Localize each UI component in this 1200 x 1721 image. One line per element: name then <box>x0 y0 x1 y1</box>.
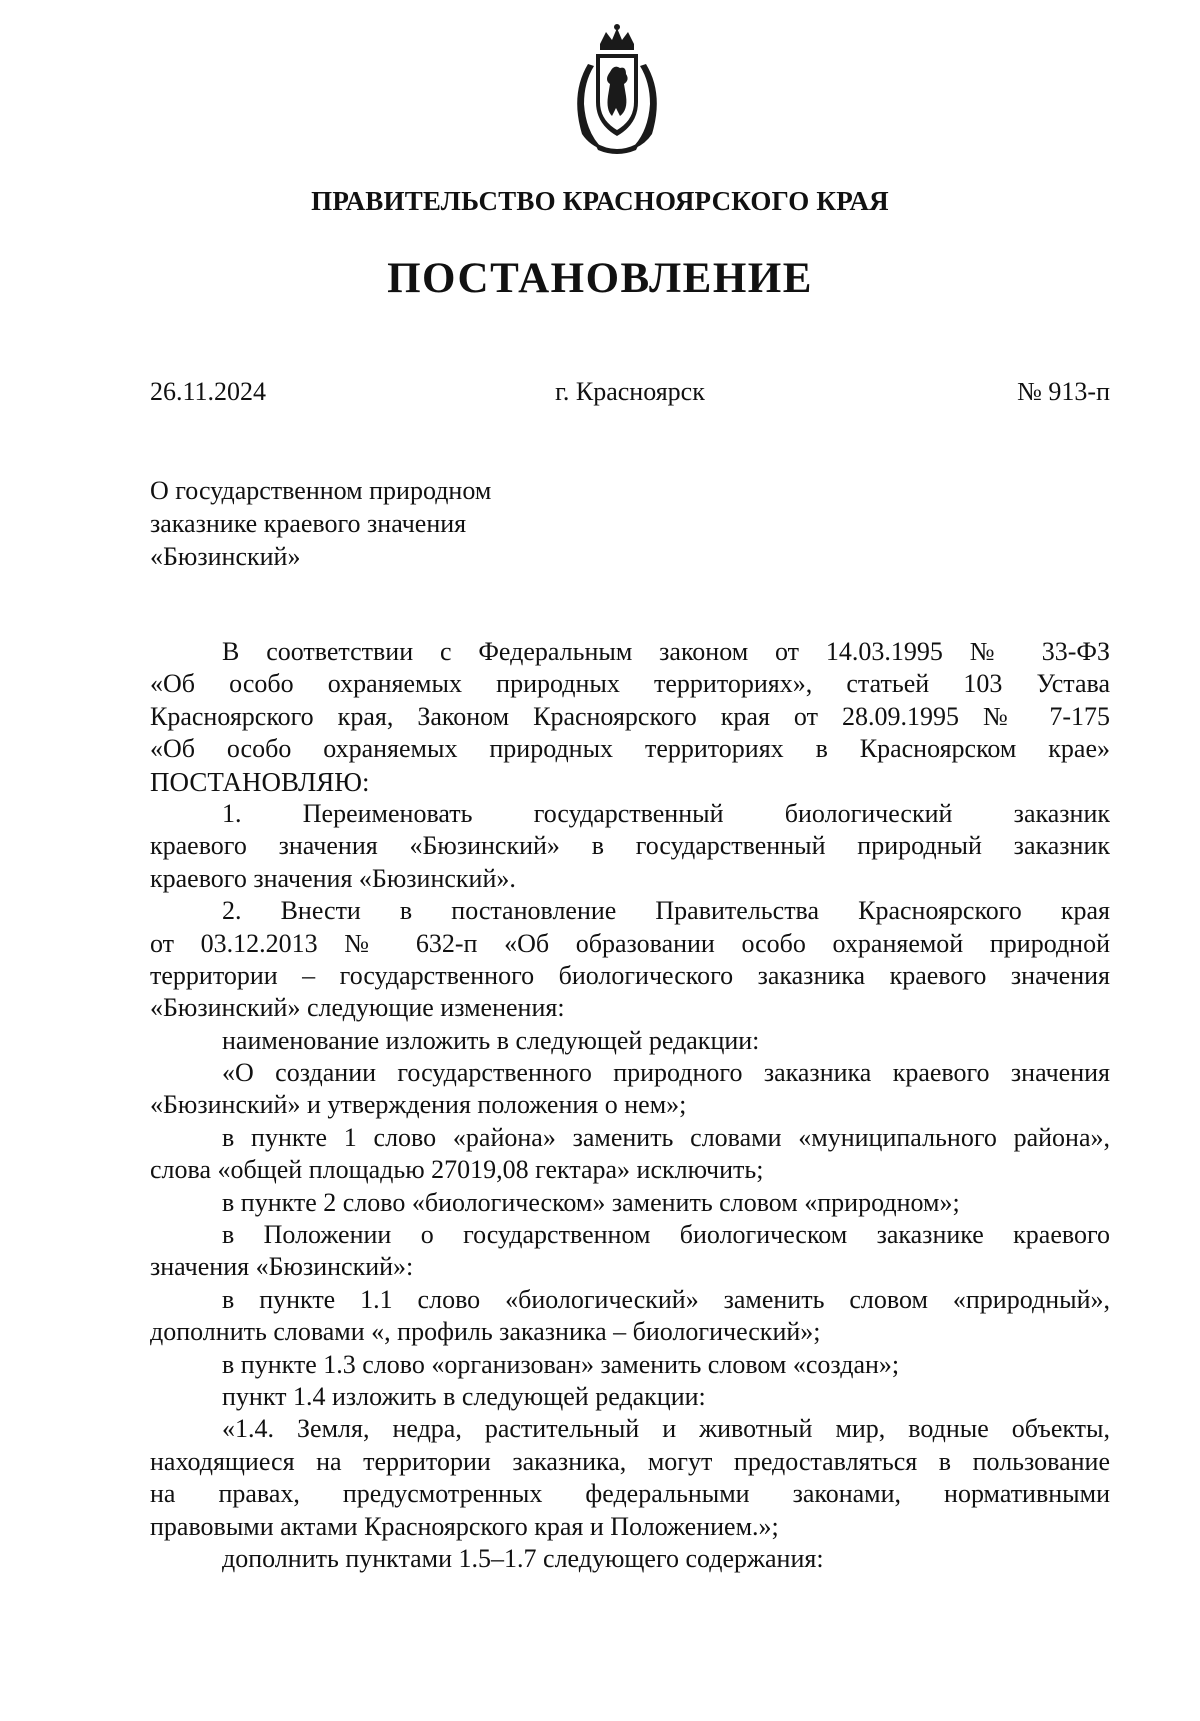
body-line: в пункте 1 слово «района» заменить словами «муниципального района», <box>222 1122 1110 1152</box>
body-line: слова «общей площадью 27019,08 гектара» исключить; <box>150 1155 764 1185</box>
organization-title: ПРАВИТЕЛЬСТВО КРАСНОЯРСКОГО КРАЯ <box>311 186 889 216</box>
body-line: дополнить пунктами 1.5–1.7 следующего содержания: <box>222 1543 824 1573</box>
body-line: «Об особо охраняемых природных территориях», статьей 103 Устава <box>150 669 1110 699</box>
body-line: в Положении о государственном биологическом заказнике краевого <box>222 1220 1110 1250</box>
body-line: территории – государственного биологического заказника краевого значения <box>150 960 1110 990</box>
body-line: «О создании государственного природного заказника краевого значения <box>222 1058 1110 1088</box>
document-type-title: ПОСТАНОВЛЕНИЕ <box>387 255 813 302</box>
body-line: в пункте 1.3 слово «организован» заменить словом «создан»; <box>222 1349 900 1379</box>
body-line: В соответствии с Федеральным законом от 14.03.1995 № 33-ФЗ <box>222 637 1110 666</box>
body-line: наименование изложить в следующей редакции: <box>222 1025 760 1055</box>
document-city: г. Красноярск <box>555 377 705 406</box>
body-line: значения «Бюзинский»: <box>150 1252 414 1282</box>
document-subject <box>150 474 570 573</box>
subject-line: заказнике краевого значения <box>150 509 467 538</box>
body-line: дополнить словами «, профиль заказника – биологический»; <box>150 1317 821 1347</box>
body-line: от 03.12.2013 № 632-п «Об образовании особо охраняемой природной <box>150 928 1110 958</box>
body-line: пункт 1.4 изложить в следующей редакции: <box>222 1381 706 1411</box>
body-line: «Об особо охраняемых природных территориях в Красноярском крае» <box>150 734 1110 764</box>
body-line: ПОСТАНОВЛЯЮ: <box>150 766 370 797</box>
body-line: находящиеся на территории заказника, могут предоставляться в пользование <box>150 1446 1110 1476</box>
body-line: на правах, предусмотренных федеральными законами, нормативными <box>150 1479 1110 1509</box>
body-line: в пункте 2 слово «биологическом» заменить словом «природном»; <box>222 1187 960 1217</box>
coat-of-arms-icon <box>560 24 674 156</box>
document-meta-row <box>150 377 1110 417</box>
body-line: Красноярского края, Законом Красноярского края от 28.09.1995 № 7-175 <box>150 701 1110 731</box>
body-line: 2. Внести в постановление Правительства Красноярского края <box>222 896 1110 926</box>
subject-line: О государственном природном <box>150 476 492 505</box>
document-date: 26.11.2024 <box>150 377 267 406</box>
document-number: № 913-п <box>1017 377 1110 406</box>
body-line: «Бюзинский» и утверждения положения о нем»; <box>150 1090 687 1120</box>
body-line: в пункте 1.1 слово «биологический» заменить словом «природный», <box>222 1284 1110 1314</box>
subject-line: «Бюзинский» <box>150 542 301 571</box>
body-line: «Бюзинский» следующие изменения: <box>150 993 565 1023</box>
body-line: краевого значения «Бюзинский» в государственный природный заказник <box>150 831 1110 861</box>
body-line: правовыми актами Красноярского края и Положением.»; <box>150 1511 779 1541</box>
document-body <box>150 636 1110 1575</box>
body-line: краевого значения «Бюзинский». <box>150 863 516 893</box>
body-line: 1. Переименовать государственный биологический заказник <box>222 798 1110 828</box>
body-line: «1.4. Земля, недра, растительный и животный мир, водные объекты, <box>222 1414 1110 1444</box>
